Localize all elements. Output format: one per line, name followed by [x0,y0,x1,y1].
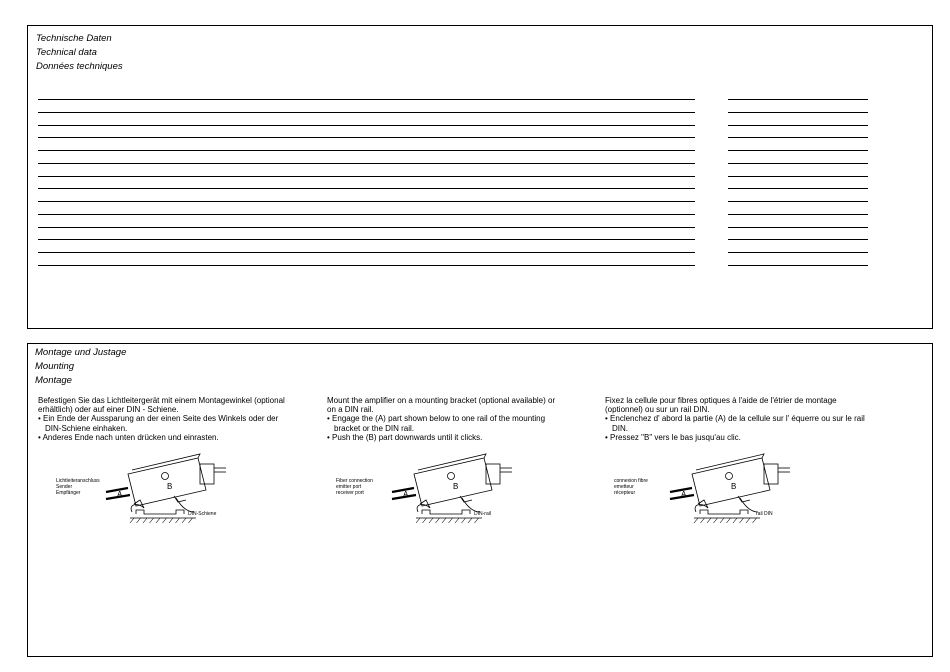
mounting-diagram-svg [612,452,812,532]
blank-line-left [38,150,695,151]
surface-hatch [137,518,141,523]
surface-hatch [416,518,420,523]
blank-line-left [38,265,695,266]
heading-fr: Montage [35,375,72,386]
surface-hatch [733,518,737,523]
blank-line-left [38,239,695,240]
blank-line-left [38,176,695,177]
surface-hatch [442,518,446,523]
fiber-connection-label: Fiber connection [336,478,373,484]
surface-hatch [468,518,472,523]
surface-hatch [727,518,731,523]
part-b-label: B [731,482,737,491]
indicator-led [448,473,455,480]
mounting-diagram-de [48,452,248,537]
indicator-led [162,473,169,480]
mounting-section [27,343,933,657]
rail-label: rail DIN [756,511,773,517]
part-a-label: A [403,490,409,499]
housing-top-edge [132,454,200,470]
receiver-label: Empfänger [56,490,81,496]
surface-hatch [475,518,479,523]
surface-hatch [163,518,167,523]
part-a-label: A [681,490,687,499]
fiber-connection-label: connexion fibre [614,478,648,484]
blank-line-right [728,112,868,113]
surface-hatch [746,518,750,523]
rail-label: DIN-Schiene [188,511,217,517]
surface-hatch [740,518,744,523]
rail-label: DIN-rail [474,511,491,517]
instruction-item: • Anderes Ende nach unten drücken und einrasten. [38,433,288,442]
instruction-item: • Engage the (A) part shown below to one rail of the mounting bracket or the DIN rail. [327,414,557,432]
surface-hatch [701,518,705,523]
technical-data-heading [36,32,123,74]
surface-hatch [449,518,453,523]
heading-en: Technical data [36,47,97,58]
surface-hatch [714,518,718,523]
mounting-diagram-fr [612,452,812,537]
surface-hatch [176,518,180,523]
surface-hatch [169,518,173,523]
blank-line-right [728,227,868,228]
din-rail-profile [422,510,470,514]
blank-line-right [728,201,868,202]
surface-hatch [436,518,440,523]
heading-en: Mounting [35,361,75,372]
mounting-heading [35,346,126,388]
housing-top-edge [418,454,486,470]
instruction-item: • Ein Ende der Aussparung an der einen Seite des Winkels oder der DIN-Schiene einhaken. [38,414,288,432]
blank-line-left [38,125,695,126]
mounting-diagram-svg [48,452,248,532]
surface-hatch [143,518,147,523]
instruction-item: • Enclenchez d' abord la partie (A) de la cellule sur l' équerre ou sur le rail DIN. [605,414,865,432]
blank-line-left [38,112,695,113]
surface-hatch [130,518,134,523]
blank-line-left [38,99,695,100]
fiber-connection-label: Lichtleiteranschluss [56,478,100,484]
blank-line-left [38,163,695,164]
heading-fr: Données techniques [36,61,123,72]
blank-line-right [728,137,868,138]
surface-hatch [423,518,427,523]
blank-line-right [728,150,868,151]
blank-line-right [728,176,868,177]
surface-hatch [462,518,466,523]
part-a-label: A [117,490,123,499]
blank-line-right [728,252,868,253]
blank-line-right [728,214,868,215]
receiver-label: receiver port [336,490,364,496]
instruction-item: • Push the (B) part downwards until it clicks. [327,433,557,442]
blank-line-right [728,188,868,189]
blank-line-left [38,214,695,215]
receiver-label: récepteur [614,490,636,496]
surface-hatch [189,518,193,523]
blank-line-left [38,188,695,189]
blank-line-right [728,163,868,164]
surface-hatch [156,518,160,523]
intro-text: Befestigen Sie das Lichtleitergerät mit einem Montagewinkel (optional erhältlich) oder auf einer DIN - Schiene. [38,396,285,415]
din-rail-profile [136,510,184,514]
mounting-text-fr [605,396,865,442]
emitter-label: Sender [56,484,73,490]
surface-hatch [753,518,757,523]
surface-hatch [150,518,154,523]
emitter-label: emitter port [336,484,362,490]
amplifier-drawing [392,454,512,523]
part-b-label: B [167,482,173,491]
blank-line-left [38,201,695,202]
technical-data-section [27,25,933,329]
blank-line-right [728,239,868,240]
blank-line-left [38,137,695,138]
mounting-diagram-svg [334,452,534,532]
surface-hatch [694,518,698,523]
surface-hatch [720,518,724,523]
mounting-text-en [327,396,557,442]
surface-hatch [455,518,459,523]
blank-line-right [728,99,868,100]
instruction-item: • Pressez "B" vers le bas jusqu'au clic. [605,433,865,442]
blank-line-right [728,265,868,266]
housing-top-edge [696,454,764,470]
part-b-label: B [453,482,459,491]
heading-de: Montage und Justage [35,347,127,358]
blank-line-left [38,227,695,228]
mounting-diagram-en [334,452,534,537]
emitter-label: emetteur [614,484,634,490]
surface-hatch [182,518,186,523]
indicator-led [726,473,733,480]
din-rail-profile [700,510,748,514]
surface-hatch [429,518,433,523]
intro-text: Fixez la cellule pour fibres optiques à l'aide de l'étrier de montage (optionnel) ou sur un rail DIN. [605,396,837,415]
surface-hatch [707,518,711,523]
mounting-text-de [38,396,288,442]
intro-text: Mount the amplifier on a mounting bracket (optional available) or on a DIN rail. [327,396,556,415]
heading-de: Technische Daten [36,33,112,44]
blank-line-left [38,252,695,253]
blank-line-right [728,125,868,126]
